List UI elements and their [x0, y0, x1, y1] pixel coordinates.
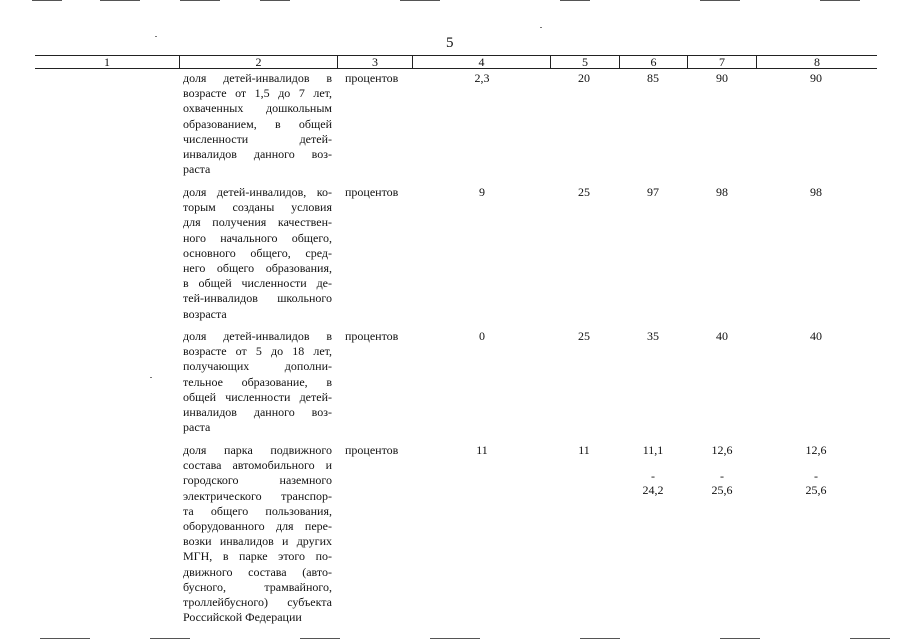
header-col-8: 8 — [814, 55, 820, 69]
scan-edge-mark — [40, 638, 90, 639]
description-line: возрасте от 1,5 до 7 лет, — [183, 86, 332, 101]
description-line: доля детей-инвалидов, ко- — [183, 185, 332, 199]
row-4-col-7-range — [692, 443, 752, 497]
description-line: для получения качествен- — [183, 215, 332, 230]
description-line: возки инвалидов и других — [183, 534, 332, 549]
description-line: движного состава (авто- — [183, 564, 332, 579]
description-line: городского наземного — [183, 473, 332, 488]
description-line: охваченных дошкольным — [183, 101, 332, 116]
description-line: основного общего, сред- — [183, 245, 332, 260]
description-line: возрасте от 5 до 18 лет, — [183, 344, 332, 359]
scan-edge-mark — [720, 638, 760, 639]
scan-edge-mark — [32, 0, 62, 1]
row-4-col-6-range — [623, 443, 683, 497]
row-3-unit: процентов — [345, 329, 399, 343]
scan-edge-mark — [820, 0, 860, 1]
row-1-col-6: 85 — [647, 71, 659, 85]
description-line: та общего пользования, — [183, 503, 332, 518]
header-col-4: 4 — [478, 55, 485, 69]
row-2-col-6: 97 — [647, 185, 659, 199]
header-bottom-rule — [35, 68, 877, 69]
row-4-unit: процентов — [345, 443, 399, 457]
row-3-description — [183, 329, 332, 435]
range-from: 11,1 — [642, 443, 664, 457]
row-2-col-8: 98 — [810, 185, 822, 199]
description-line: троллейбусного) субъекта — [183, 594, 332, 609]
range-from: 12,6 — [711, 443, 733, 457]
header-col-5: 5 — [582, 55, 588, 69]
description-line: тельное образование, в — [183, 374, 332, 389]
scan-speck — [150, 377, 152, 378]
row-2-description — [183, 185, 332, 322]
range-to: 25,6 — [805, 483, 827, 497]
scan-edge-mark — [850, 638, 890, 639]
description-line: доля детей-инвалидов в — [183, 329, 332, 343]
scan-edge-mark — [400, 0, 440, 1]
header-col-6: 6 — [650, 55, 657, 69]
description-line: общей численности детей- — [183, 389, 332, 404]
description-line: возраста — [183, 306, 227, 321]
row-1-col-8: 90 — [810, 71, 822, 85]
description-line: электрического транспор- — [183, 488, 332, 503]
header-col-1: 1 — [104, 55, 110, 69]
range-to: 25,6 — [711, 483, 733, 497]
description-line: ного начального общего, — [183, 230, 332, 245]
row-3-col-8: 40 — [810, 329, 822, 343]
range-dash: - — [814, 469, 818, 483]
scan-edge-mark — [150, 638, 190, 639]
description-line: торым созданы условия — [183, 200, 332, 215]
header-col-2: 2 — [255, 55, 262, 69]
row-1-unit: процентов — [345, 71, 399, 85]
scan-speck — [155, 36, 157, 37]
description-line: образованием, в общей — [183, 116, 332, 131]
scan-edge-mark — [260, 0, 290, 1]
scan-edge-mark — [300, 638, 340, 639]
row-2-col-4: 9 — [479, 185, 485, 199]
header-col-7: 7 — [719, 55, 725, 69]
range-to: 24,2 — [642, 483, 664, 497]
description-line: Российской Федерации — [183, 610, 302, 625]
description-line: бусного, трамвайного, — [183, 579, 332, 594]
row-1-col-4: 2,3 — [474, 71, 490, 85]
scan-edge-mark — [180, 0, 220, 1]
description-line: инвалидов данного воз- — [183, 404, 332, 419]
description-line: инвалидов данного воз- — [183, 146, 332, 161]
description-line: состава автомобильного и — [183, 458, 332, 473]
header-col-3: 3 — [372, 55, 378, 69]
row-3-col-7: 40 — [716, 329, 728, 343]
description-line: численности детей- — [183, 131, 332, 146]
description-line: тей-инвалидов школьного — [183, 291, 332, 306]
range-dash: - — [720, 469, 724, 483]
description-line: оборудованного для пере- — [183, 518, 332, 533]
row-4-description — [183, 443, 332, 625]
row-3-col-4: 0 — [479, 329, 485, 343]
scan-speck — [540, 27, 542, 28]
row-3-col-5: 25 — [578, 329, 590, 343]
scan-edge-mark — [700, 0, 740, 1]
row-1-description — [183, 71, 332, 177]
scan-edge-mark — [580, 638, 620, 639]
range-dash: - — [651, 469, 655, 483]
description-line: раста — [183, 420, 211, 435]
description-line: раста — [183, 162, 211, 177]
description-line: доля парка подвижного — [183, 443, 332, 457]
row-3-col-6: 35 — [647, 329, 659, 343]
row-4-col-5: 11 — [578, 443, 590, 457]
description-line: получающих дополни- — [183, 359, 332, 374]
row-4-col-4: 11 — [476, 443, 488, 457]
row-2-col-7: 98 — [716, 185, 728, 199]
scan-edge-mark — [560, 0, 590, 1]
page-number: 5 — [446, 35, 454, 51]
row-2-unit: процентов — [345, 185, 399, 199]
description-line: в общей численности де- — [183, 276, 332, 291]
scan-edge-mark — [430, 638, 480, 639]
row-2-col-5: 25 — [578, 185, 590, 199]
description-line: доля детей-инвалидов в — [183, 71, 332, 85]
range-from: 12,6 — [805, 443, 827, 457]
row-4-col-8-range — [786, 443, 846, 497]
description-line: него общего образования, — [183, 260, 332, 275]
row-1-col-5: 20 — [578, 71, 590, 85]
description-line: МГН, в парке этого по- — [183, 549, 332, 564]
row-1-col-7: 90 — [716, 71, 728, 85]
scan-edge-mark — [100, 0, 140, 1]
